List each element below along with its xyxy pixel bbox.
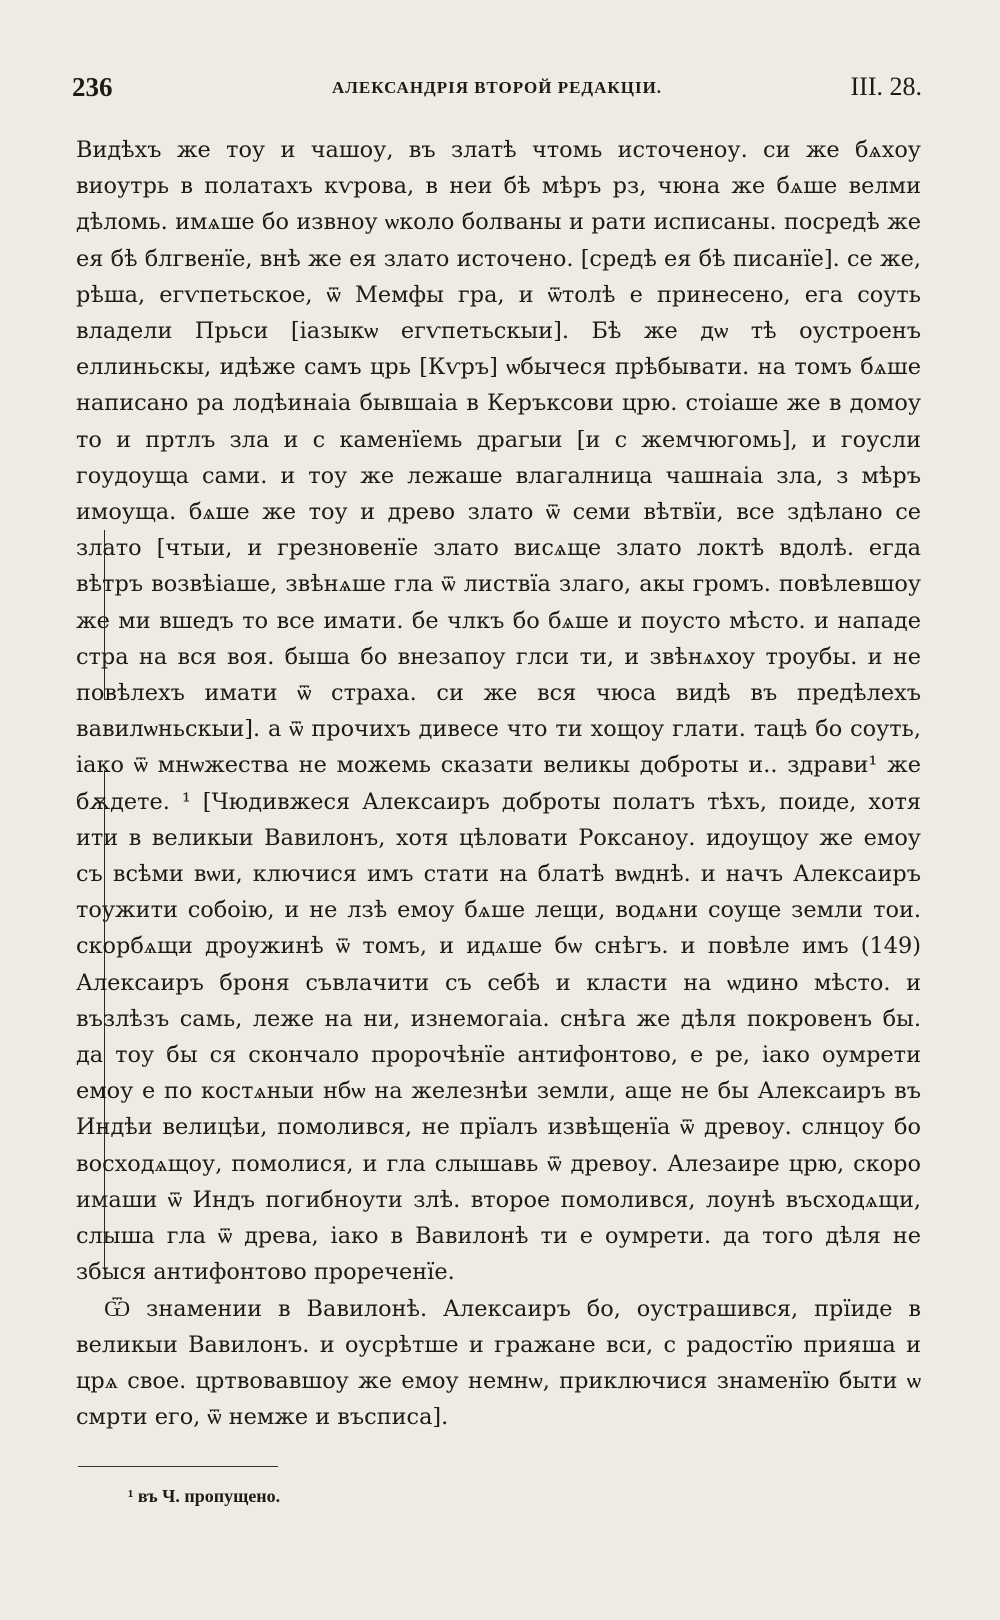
- section-reference: III. 28.: [850, 72, 922, 101]
- footnote: ¹ въ Ч. пропущено.: [128, 1486, 281, 1506]
- text-paragraph: Видѣхъ же тоу и чашоу, въ златѣ чтомь источеноу. си же бѧхоу виоутрь в полатахъ кѵрова, в неи бѣ мѣръ рз, чюна же бѧше велми дѣломь. имѧше бо извноу ѡколо болваны и рати исписаны. посредѣ же ея бѣ блгвенїе, внѣ же ея злато источено. [средѣ ея бѣ писанїе]. се же, рѣша, егѵпетьское, ѿ Мемфы гра, и ѿтолѣ е принесено, ега соуть владели Прьси [іазыкѡ егѵпетьскыи]. Бѣ же дѡ тѣ оустроенъ еллиньскы, идѣже самъ црь [Кѵръ] ѡбычеся прѣбывати. на томъ бѧше написано ра лодѣинаia бывшаia в Керъксови црю. стоiаше же в домоу то и пртлъ зла и с каменїемь драгыи [и с жемчюгомь], и гоусли гоудоуща сами. и тоу же лежаше влагалница чашнаia зла, з мѣръ имоуща. бѧше же тоу и древо злато ѿ семи вѣтвїи, все здѣлано се злато [чтыи, и грезновенїе злато висѧще злато локтѣ вдолѣ. егда вѣтръ возвѣiаше, звѣнѧше гла ѿ листвїа злаго, акы громъ. повѣлевшоу же ми вшедъ то все имати. бе члкъ бо бѧше и поусто мѣсто. и нападе стра на вся воя. быша бо внезапоу глси ти, и звѣнѧхоу троубы. и не повѣлехъ имати ѿ страха. си же вся чюса видѣ въ предѣлехъ вавилѡньскыи]. а ѿ прочихъ дивесе что ти хощоу глати. тацѣ бо соуть, iако ѿ мнѡжества не можемь сказати великы доброты и.. здрави¹ же бѫдете. ¹ [Чюдивжеся Алексаиръ доброты полатъ тѣхъ, поиде, хотя ити в великыи Вавилонъ, хотя цѣловати Роксаноу. идоущоу же емоу съ всѣми вѡи, ключися имъ стати на блатѣ вѡднѣ. и начъ Алексаиръ тоужити собоiю, и не лзѣ емоу бѧше лещи, водѧни соуще земли тои. скорбѧщи дроужинѣ ѿ томъ, и идѧше бѡ снѣгъ. и повѣле имъ (149) Алексаиръ броня съвлачити съ себѣ и класти на ѡдино мѣсто. и възлѣзъ самь, леже на ни, изнемогаia. снѣга же дѣля покровенъ бы. да тоу бы ся скончало пророчѣнїе антифонтово, е ре, iако оумрети емоу е по костѧныи нбѡ на железнѣи земли, аще не бы Алексаиръ въ Индѣи велицѣи, помолився, не прїалъ извѣщенїа ѿ древоу. слнцоу бо восходѧщоу, помолися, и гла слышавь ѿ древоу. Алезаире црю, скоро имаши ѿ Индъ погибноути злѣ. второе помолився, лоунѣ въсходѧщи, слыша гла ѿ древа, iако в Вавилонѣ ти е оумрети. да того дѣля не збыся антифонтово прореченїе.: [76, 137, 921, 1286]
- page-header: [72, 72, 922, 112]
- footnote-divider: [78, 1466, 278, 1467]
- page-number: 236: [72, 72, 113, 102]
- main-text: [76, 132, 921, 1435]
- text-paragraph-rubric: Ѿ знамении в Вавилонѣ. Алексаиръ бо, оустрашився, прїиде в великыи Вавилонъ. и оусрѣтше и гражане вси, с радостїю прияша и црѧ свое. цртвовавшоу же емоу немнѡ, приключися знаменїю быти ѡ смрти его, ѿ немже и въсписа].: [76, 1295, 921, 1431]
- running-title: АЛЕКСАНДРІЯ ВТОРОЙ РЕДАКЦІИ.: [331, 78, 663, 97]
